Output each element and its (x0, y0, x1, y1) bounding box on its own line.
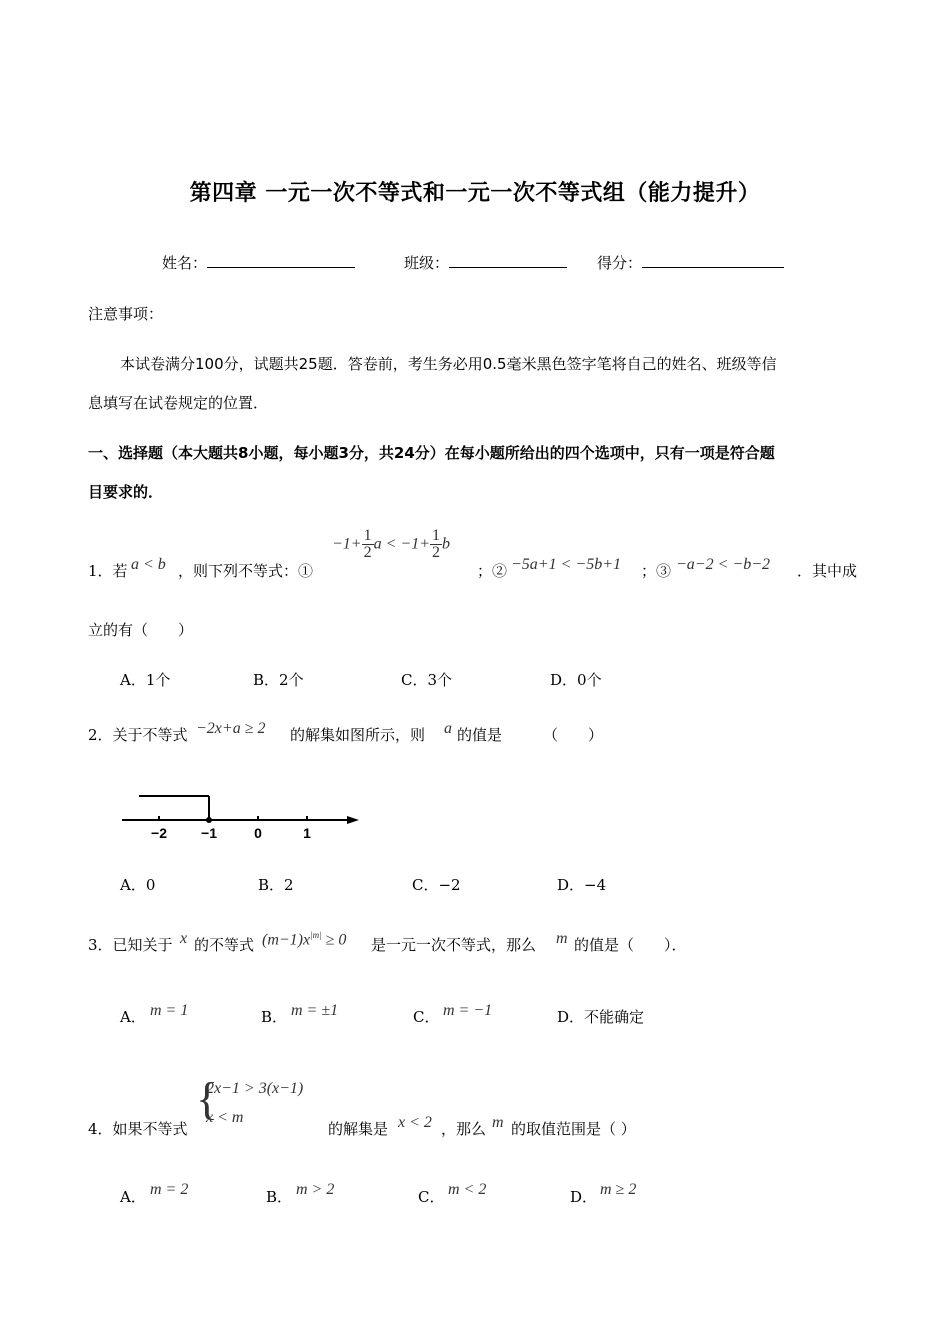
q4-system-line1: 2x−1 > 3(x−1) (206, 1080, 304, 1097)
q2-inequality: −2x+a ≥ 2 (196, 720, 266, 737)
q4-system-line2: x < m (206, 1109, 244, 1126)
q3-option-a-math: m = 1 (150, 1002, 189, 1019)
q1-prefix: 1．若 (88, 562, 128, 580)
q2-prefix: 2．关于不等式 (88, 726, 188, 744)
axis-arrow (347, 816, 359, 824)
q4-option-b-label: B． (266, 1188, 293, 1206)
q3-option-b[interactable] (261, 1006, 287, 1027)
score-label: 得分： (597, 254, 643, 272)
q3-ineq-sup: |m| (310, 930, 322, 940)
q4-option-b[interactable] (266, 1186, 292, 1207)
name-label: 姓名： (162, 254, 208, 272)
q1-inequality-2: −5a+1 < −5b+1 (511, 556, 621, 573)
q4-option-c-math: m < 2 (448, 1181, 487, 1198)
q4-option-c[interactable] (418, 1186, 444, 1207)
q1-option-c[interactable]: C．3个 (401, 671, 453, 689)
notice-line2: 息填写在试卷规定的位置． (88, 394, 269, 412)
q1-frac2-num: 1 (431, 527, 440, 544)
q3-option-b-math: m = ±1 (291, 1002, 339, 1019)
q4-option-d-math: m ≥ 2 (600, 1181, 637, 1198)
q1-ineq1-b: a < −1+ (373, 535, 430, 553)
q1-ineq1-c: b (441, 535, 450, 553)
section-heading-line2: 目要求的． (88, 483, 164, 501)
q2-option-a[interactable]: A．0 (120, 876, 156, 894)
q1-suffix: ．其中成 (797, 562, 858, 580)
tick-label: 1 (303, 825, 311, 841)
q4-option-a-label: A． (120, 1188, 146, 1206)
q1-option-b[interactable]: B．2个 (253, 671, 304, 689)
q3-option-c[interactable] (413, 1006, 439, 1027)
q4-option-d-label: D． (570, 1188, 598, 1206)
q1-frac1-den: 2 (363, 544, 372, 561)
q1-fraction-2 (430, 528, 442, 561)
q1-frac2-den: 2 (431, 544, 440, 561)
solution-dot (206, 817, 212, 823)
score-blank (642, 253, 784, 268)
q1-option-d[interactable]: D．0个 (550, 671, 602, 689)
tick-label: −2 (151, 825, 167, 841)
q1-inequality-1 (332, 528, 450, 578)
q2-option-b[interactable]: B．2 (258, 876, 294, 894)
q4-mid: 的解集是 (328, 1120, 389, 1138)
q1-fraction-1 (362, 528, 374, 561)
name-field (162, 252, 355, 273)
q2-var: a (444, 720, 452, 737)
q3-option-c-math: m = −1 (443, 1002, 493, 1019)
q3-prefix: 3．已知关于 (88, 936, 173, 954)
q3-option-b-label: B． (261, 1008, 288, 1026)
q4-solution: x < 2 (398, 1114, 432, 1131)
q4-option-a[interactable] (120, 1186, 146, 1207)
name-blank (207, 253, 355, 268)
q3-suffix: 的值是（ ）． (574, 936, 687, 954)
q1-mid: ，则下列不等式：① (178, 562, 314, 580)
q4-brace: { (196, 1073, 219, 1124)
q1-frac1-num: 1 (363, 527, 372, 544)
q2-mid: 的解集如图所示，则 (290, 726, 426, 744)
q4-option-c-label: C． (418, 1188, 445, 1206)
q4-var: m (492, 1114, 504, 1131)
class-blank (449, 253, 567, 268)
q3-mid2: 是一元一次不等式，那么 (371, 936, 537, 954)
q4-prefix: 4．如果不等式 (88, 1120, 188, 1138)
q4-option-a-math: m = 2 (150, 1181, 189, 1198)
tick-label: −1 (201, 825, 217, 841)
q1-sep3: ；③ (641, 562, 672, 580)
q2-number-line (115, 786, 365, 842)
q3-option-a[interactable] (120, 1006, 146, 1027)
q1-inequality-3: −a−2 < −b−2 (676, 556, 770, 573)
q1-sep2: ；② (477, 562, 508, 580)
q2-paren: （ ） (543, 726, 604, 744)
q1-line2: 立的有（ ） (88, 621, 194, 639)
q1-ineq1-a: −1+ (332, 535, 362, 553)
page-title: 第四章 一元一次不等式和一元一次不等式组（能力提升） (189, 181, 761, 206)
q4-mid2: ，那么 (441, 1120, 487, 1138)
q4-option-b-math: m > 2 (296, 1181, 335, 1198)
q2-option-c[interactable]: C．−2 (412, 876, 461, 894)
q2-option-d[interactable]: D．−4 (557, 876, 607, 894)
score-field (597, 252, 784, 273)
q4-option-d[interactable] (570, 1186, 597, 1207)
q3-option-a-label: A． (120, 1008, 146, 1026)
notice-line1: 本试卷满分100分，试题共25题．答卷前，考生务必用0.5毫米黑色签字笔将自己的姓名、班级等信 (120, 355, 777, 373)
q3-mid: 的不等式 (194, 936, 255, 954)
tick-label: 0 (254, 825, 262, 841)
q1-option-a[interactable]: A．1个 (120, 671, 171, 689)
q4-suffix: 的取值范围是（ ） (511, 1120, 636, 1138)
q3-var2: m (556, 930, 568, 947)
q1-condition: a < b (131, 556, 166, 573)
class-label: 班级： (404, 254, 450, 272)
q3-option-d[interactable]: D．不能确定 (557, 1008, 645, 1026)
q3-ineq-a: (m−1)x (262, 931, 311, 949)
class-field (404, 252, 567, 273)
q3-inequality (262, 930, 346, 949)
q2-suffix: 的值是 (457, 726, 503, 744)
notice-heading: 注意事项： (88, 305, 164, 323)
q3-option-c-label: C． (413, 1008, 440, 1026)
section-heading-line1: 一、选择题（本大题共8小题，每小题3分，共24分）在每小题所给出的四个选项中，只有一项是符合题 (88, 444, 775, 462)
q3-var: x (180, 930, 188, 947)
q3-ineq-b: ≥ 0 (321, 931, 347, 949)
